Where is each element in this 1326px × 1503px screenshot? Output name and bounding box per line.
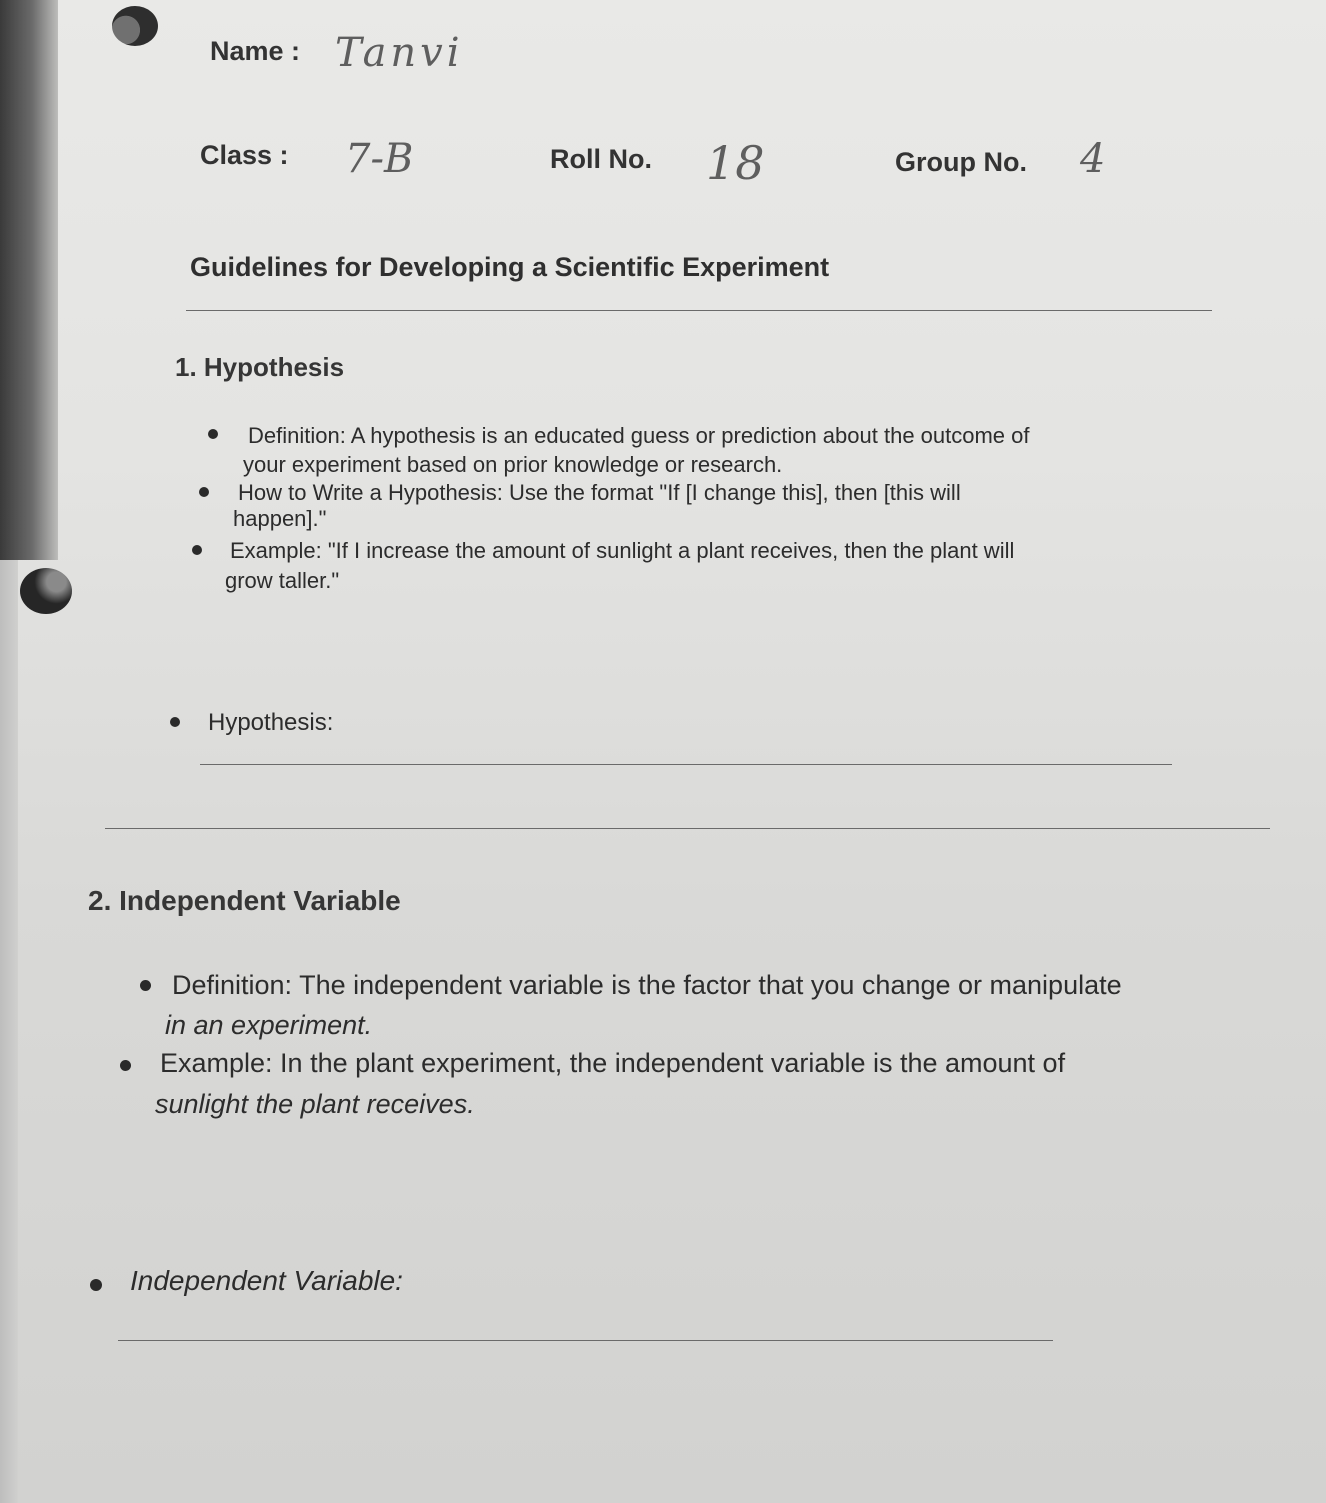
class-value-handwritten: 7-B [345,136,414,182]
independent-definition-line-2: in an experiment. [165,1010,373,1040]
hypothesis-definition-line-2: your experiment based on prior knowledge or research. [243,452,783,477]
page-edge-shadow [0,560,18,1503]
bullet [140,980,151,991]
hypothesis-answer-line [200,764,1172,765]
name-value-handwritten: Tanvi [335,30,464,76]
punch-hole [112,6,158,46]
hypothesis-definition-line-1: Definition: A hypothesis is an educated guess or prediction about the outcome of [248,423,1030,448]
independent-example-line-2: sunlight the plant receives. [155,1089,475,1119]
name-label: Name : [210,36,301,66]
punch-hole [20,568,72,614]
independent-answer-line [118,1340,1053,1341]
independent-definition-line-1: Definition: The independent variable is the factor that you change or manipulate [172,970,1122,1000]
background-edge [0,0,58,560]
bullet [90,1279,102,1291]
hypothesis-howto-line-2: happen]." [233,506,327,531]
roll-value-handwritten: 18 [706,136,765,190]
bullet [208,429,218,439]
title-rule [186,310,1212,311]
bullet [120,1060,131,1071]
class-label: Class : [200,140,289,170]
bullet [170,717,180,727]
roll-label: Roll No. [550,144,652,174]
hypothesis-howto-line-1: How to Write a Hypothesis: Use the format "If [I change this], then [this will [238,480,961,505]
section-divider [105,828,1270,829]
independent-example-line-1: Example: In the plant experiment, the independent variable is the amount of [160,1048,1066,1078]
hypothesis-example-line-1: Example: "If I increase the amount of sunlight a plant receives, then the plant will [230,538,1015,563]
section-heading-independent-variable: 2. Independent Variable [88,885,401,916]
independent-answer-label: Independent Variable: [130,1265,403,1296]
group-value-handwritten: 4 [1080,136,1106,182]
hypothesis-example-line-2: grow taller." [225,568,340,593]
page-title: Guidelines for Developing a Scientific Experiment [190,252,830,282]
hypothesis-answer-label: Hypothesis: [208,709,334,736]
bullet [199,487,209,497]
section-heading-hypothesis: 1. Hypothesis [175,352,345,382]
bullet [192,545,202,555]
group-label: Group No. [895,147,1027,177]
